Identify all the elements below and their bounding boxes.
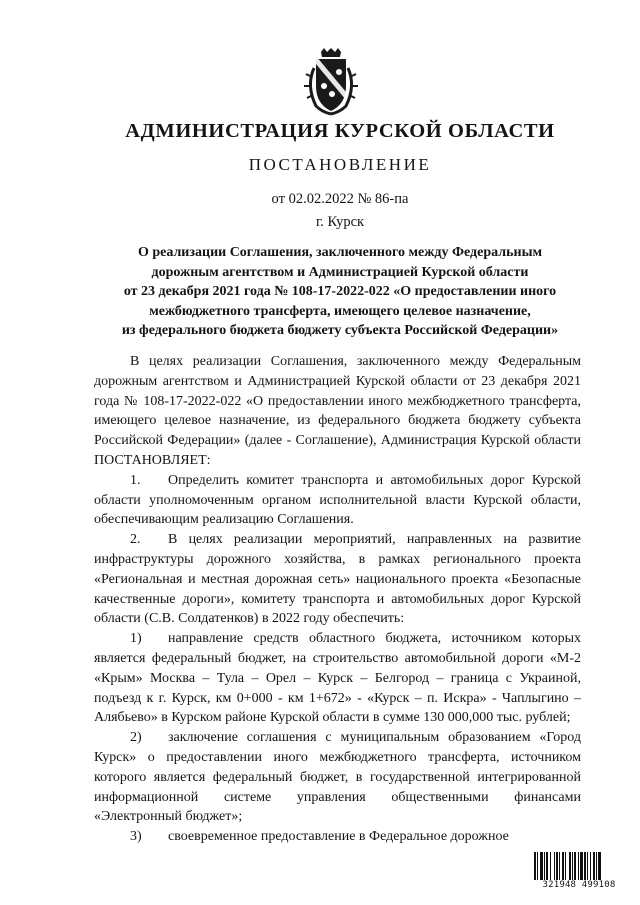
item-text: Определить комитет транспорта и автомобильных дорог Курской области уполномоченным органом исполнительной власти Курской области, обеспечивающим реализацию Соглашения. bbox=[94, 472, 581, 528]
organization-title: АДМИНИСТРАЦИЯ КУРСКОЙ ОБЛАСТИ bbox=[125, 120, 555, 142]
barcode-bar bbox=[562, 852, 564, 882]
document-heading bbox=[60, 243, 620, 341]
subitem-number: 2) bbox=[130, 730, 142, 746]
subitem-text: направление средств областного бюджета, источником которых является федеральный бюджет, на строительство автомобильной дороги «М-2 «Крым» Москва – Тула – Орел – Курск – Белгород – граница с Украиной, подъезд к г. Курск, км 0+000 - км 1+672» - «Курск – п. Искра» - Чаплыгино – Алябьево» в Курском районе Курской области в сумме 130 000,000 тыс. рублей; bbox=[94, 631, 581, 726]
subitem-3 bbox=[94, 827, 581, 847]
barcode-bar bbox=[537, 852, 538, 882]
heading-line: О реализации Соглашения, заключенного между Федеральным bbox=[137, 245, 543, 260]
barcode-bar bbox=[578, 852, 579, 882]
barcode-bar bbox=[565, 852, 566, 882]
document-body bbox=[94, 352, 581, 847]
barcode-bar bbox=[596, 852, 597, 882]
subitem-text: заключение соглашения с муниципальным образованием «Город Курск» о предоставлении иного межбюджетного трансферта, источником которого является федеральный бюджет, в государственной интегрированной информационной системе управления общественными финансами «Электронный бюджет»; bbox=[94, 730, 581, 825]
barcode-bar bbox=[572, 852, 573, 882]
barcode-bar bbox=[554, 852, 555, 882]
barcode-bar bbox=[540, 852, 543, 882]
barcode-bar bbox=[546, 852, 548, 882]
barcode-bar bbox=[556, 852, 558, 882]
barcode-bar bbox=[574, 852, 576, 882]
heading-line: из федерального бюджета бюджету субъекта Российской Федерации» bbox=[121, 323, 559, 339]
date-and-number: от 02.02.2022 № 86-па bbox=[271, 191, 409, 207]
subitem-2 bbox=[94, 728, 581, 827]
barcode-bar bbox=[587, 852, 588, 882]
barcode-bar bbox=[569, 852, 571, 882]
item-number: 1. bbox=[130, 472, 141, 488]
subitem-1 bbox=[94, 629, 581, 728]
item-2 bbox=[94, 530, 581, 629]
barcode-bar bbox=[580, 852, 583, 882]
barcode-bar bbox=[593, 852, 595, 882]
barcode-number: 321948 499108 bbox=[533, 880, 625, 890]
preamble-paragraph: В целях реализации Соглашения, заключенного между Федеральным дорожным агентством и Администрацией Курской области от 23 декабря 2021 года № 108-17-2022-022 «О предоставлении иного межбюджетного трансферта, имеющего целевое назначение, из федерального бюджета бюджету субъекта Российской Федерации» (далее - Соглашение), Администрация Курской области ПОСТАНОВЛЯЕТ: bbox=[94, 354, 581, 468]
barcode-bar bbox=[534, 852, 536, 882]
item-1 bbox=[94, 471, 581, 530]
barcode-bar bbox=[590, 852, 591, 882]
document-type: ПОСТАНОВЛЕНИЕ bbox=[248, 155, 432, 174]
heading-line: от 23 декабря 2021 года № 108-17-2022-022 «О предоставлении иного bbox=[123, 284, 557, 300]
item-number: 2. bbox=[130, 532, 141, 548]
coat-of-arms-emblem bbox=[302, 48, 360, 116]
barcode-bar bbox=[544, 852, 545, 882]
barcode-bar bbox=[550, 852, 551, 882]
barcode-bar bbox=[598, 852, 601, 882]
barcode-bar bbox=[559, 852, 560, 882]
item-text: В целях реализации мероприятий, направленных на развитие инфраструктуры дорожного хозяйства, в рамках регионального проекта «Региональная и местная дорожная сеть» национального проекта «Безопасные качественные дороги», комитету транспорта и автомобильных дорог Курской области (С.В. Солдатенков) в 2022 году обеспечить: bbox=[94, 532, 581, 627]
subitem-text: своевременное предоставление в Федеральное дорожное bbox=[168, 829, 509, 845]
heading-line: дорожным агентством и Администрацией Курской области bbox=[151, 264, 529, 280]
barcode-bar bbox=[584, 852, 586, 882]
city: г. Курск bbox=[315, 214, 365, 230]
subitem-number: 1) bbox=[130, 631, 142, 647]
heading-line: межбюджетного трансферта, имеющего целевое назначение, bbox=[149, 303, 531, 319]
subitem-number: 3) bbox=[130, 829, 142, 845]
